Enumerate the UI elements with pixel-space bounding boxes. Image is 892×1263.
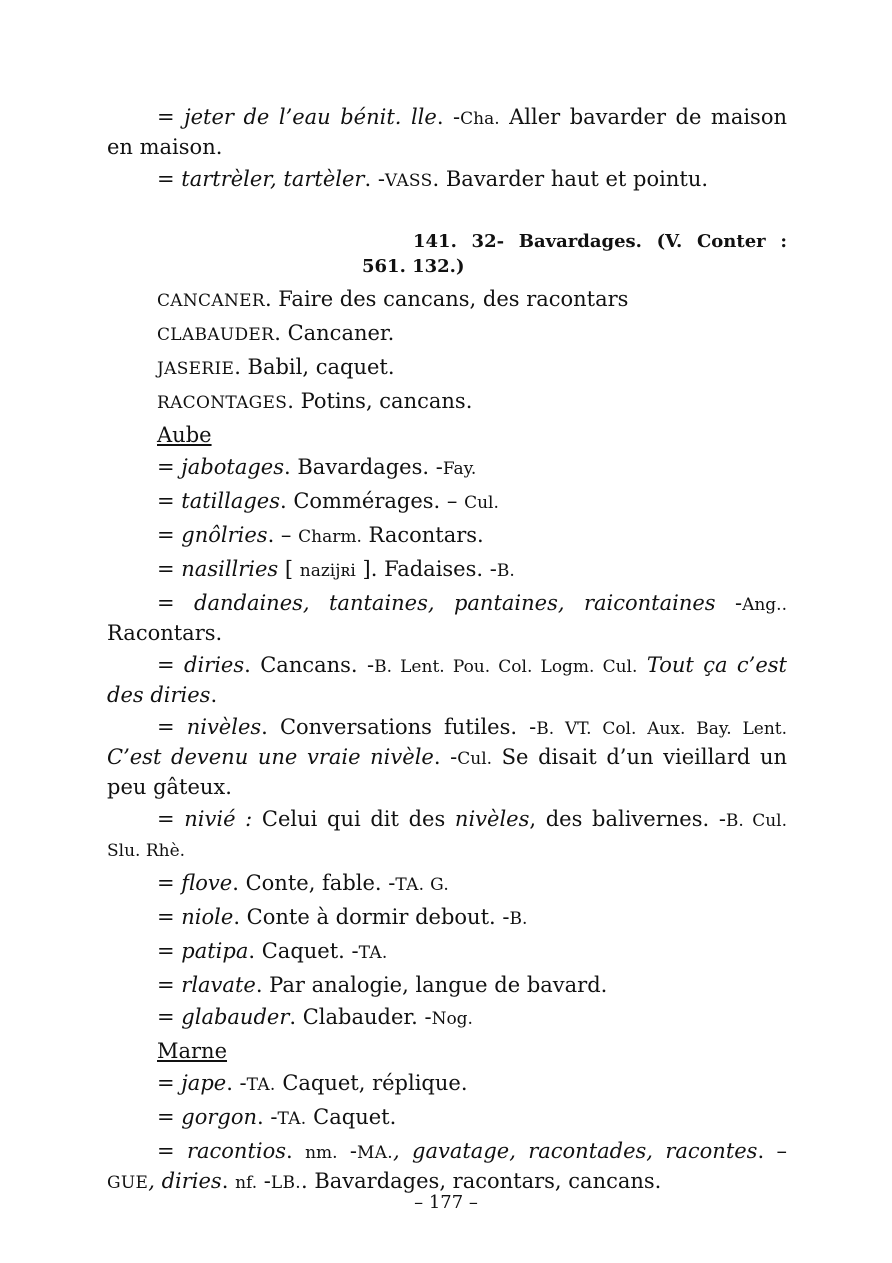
eq-sign: = [157,715,187,739]
source-abbrev: MA. [357,1143,393,1163]
entry-term: diries [184,653,245,677]
entry-definition: . Cancans. - [244,653,375,677]
entry-term: , diries [148,1169,222,1193]
entry-glabauder [107,1003,787,1033]
entry-definition: ]. Fadaises. - [355,557,497,581]
example-phrase: Tout ça c’est des diries [107,653,787,707]
section-heading-line-1: 141. 32- Bavardages. (V. Conter : [413,231,787,252]
source-abbrev: B. VT. Col. Aux. Bay. Lent. [536,719,787,739]
entry-racontios [107,1137,787,1197]
entry-definition: , des balivernes. - [529,807,726,831]
eq-sign: = [157,105,185,129]
entry-definition: . Potins, cancans. [287,389,473,413]
source-abbrev: Charm. [298,527,362,547]
punct: . – [757,1139,787,1163]
entry-term: gorgon [181,1105,258,1129]
entry-term: tartrèler, tartèler [181,167,365,191]
bracket: [ [278,557,300,581]
punct: . - [433,745,458,769]
entry-definition: . Caquet. - [248,939,359,963]
entry-term: jape [181,1071,227,1095]
source-abbrev: TA. [358,943,388,963]
entry-clabauder [107,319,787,349]
entry-definition: Se disait d’un vieillard un peu gâteux. [107,745,787,799]
entry-jabotages [107,453,787,483]
source-abbrev: LB. [270,1173,301,1193]
entry-definition: . Babil, caquet. [234,355,395,379]
punct: - [715,591,743,615]
entry-gnolries [107,521,787,551]
eq-sign: = [157,1005,182,1029]
source-abbrev: Nog. [431,1009,473,1029]
entry-jeter [107,103,787,161]
eq-sign: = [157,653,185,677]
entry-term: tatillages [181,489,280,513]
grammar-tag: nm. [305,1143,338,1163]
punct: . [221,1169,236,1193]
eq-sign: = [157,1105,182,1129]
region-heading-aube [107,421,787,449]
entry-term: jeter de l’eau bénit. lle [184,105,437,129]
entry-definition: Celui qui dit des [252,807,455,831]
entry-nasillries [107,555,787,585]
eq-sign: = [157,591,195,615]
section-heading-line-2: 561. 132.) [362,256,465,277]
headword: RACONTAGES [157,393,288,413]
entry-dandaines [107,589,787,647]
entry-niole [107,903,787,933]
entry-cancaner [107,285,787,315]
entry-term: nivèles [454,807,530,831]
eq-sign: = [157,1139,187,1163]
entry-niveles [107,713,787,801]
entry-definition: . Bavardages. - [284,455,443,479]
eq-sign: = [157,939,182,963]
entry-definition: . Conversations futiles. - [261,715,537,739]
headword: JASERIE [157,359,235,379]
entry-definition: Racontars. [361,523,484,547]
entry-term: , gavatage, racontades, racontes [393,1139,758,1163]
source-abbrev: GUE [107,1173,149,1193]
region-heading-marne [107,1037,787,1065]
punct: - [257,1169,271,1193]
source-abbrev: VASS [384,171,433,191]
punct: . [210,683,218,707]
source-abbrev: B. Cul. Slu. Rhè. [107,811,788,861]
eq-sign: = [157,905,182,929]
entry-nivie [107,805,787,865]
entry-term: racontios [186,1139,287,1163]
page-number: – 177 – [414,1192,478,1213]
eq-sign: = [157,973,182,997]
source-abbrev: B. [509,909,528,929]
entry-term: rlavate [181,973,256,997]
source-abbrev: TA. [277,1109,307,1129]
entry-definition: . Clabauder. - [289,1005,432,1029]
example-phrase: C’est devenu une vraie nivèle [107,745,434,769]
entry-definition: . Bavarder haut et pointu. [432,167,709,191]
entry-term: nasillries [181,557,279,581]
eq-sign: = [157,523,182,547]
section-heading [107,229,787,279]
entry-patipa [107,937,787,967]
entry-term: patipa [181,939,249,963]
entry-definition: Caquet, réplique. [275,1071,468,1095]
punct: . - [226,1071,247,1095]
punct: . [286,1139,306,1163]
entry-definition: . Conte à dormir debout. - [233,905,510,929]
entry-term: flove [181,871,233,895]
entry-racontages [107,387,787,417]
entry-term: glabauder [181,1005,290,1029]
entry-definition: . Conte, fable. - [232,871,396,895]
entry-definition: . Cancaner. [274,321,395,345]
eq-sign: = [157,455,182,479]
phonetic-transcription: nazijʀi [299,561,356,581]
punct: . – [267,523,299,547]
entry-rlavate [107,971,787,999]
source-abbrev: Ang.. [742,595,787,615]
entry-term: gnôlries [181,523,268,547]
punct: . - [364,167,385,191]
entry-tartreler [107,165,787,195]
page-body [107,103,787,1201]
entry-definition: Caquet. [306,1105,397,1129]
punct: - [337,1139,357,1163]
eq-sign: = [157,807,185,831]
source-abbrev: TA. G. [395,875,450,895]
entry-term: jabotages [181,455,285,479]
source-abbrev: Fay. [442,459,477,479]
entry-flove [107,869,787,899]
source-abbrev: B. Lent. Pou. Col. Logm. Cul. [374,657,638,677]
source-abbrev: Cha. [460,109,500,129]
entry-definition: . Commérages. – [280,489,465,513]
eq-sign: = [157,1071,182,1095]
region-label: Marne [157,1039,228,1063]
eq-sign: = [157,167,182,191]
grammar-tag: nf. [235,1173,258,1193]
source-abbrev: Cul. [464,493,499,513]
headword: CLABAUDER [157,325,275,345]
entry-tatillages [107,487,787,517]
entry-definition: Aller bavarder de maison en maison. [107,105,787,159]
headword: CANCANER [157,291,265,311]
punct: . - [257,1105,278,1129]
entry-definition: . Faire des cancans, des racontars [264,287,629,311]
entry-definition: . Bavardages, racontars, cancans. [300,1169,662,1193]
punct: . - [436,105,461,129]
source-abbrev: B. [496,561,515,581]
entry-jaserie [107,353,787,383]
region-label: Aube [157,423,212,447]
eq-sign: = [157,489,182,513]
entry-jape [107,1069,787,1099]
entry-term: nivié : [184,807,253,831]
source-abbrev: TA. [246,1075,276,1095]
entry-term: niole [181,905,234,929]
entry-definition: Racontars. [107,621,223,645]
entry-definition: . Par analogie, langue de bavard. [255,973,608,997]
eq-sign: = [157,557,182,581]
entry-term: dandaines, tantaines, pantaines, raicontaines [194,591,716,615]
entry-gorgon [107,1103,787,1133]
entry-diries [107,651,787,709]
source-abbrev: Cul. [457,749,493,769]
entry-term: nivèles [186,715,262,739]
eq-sign: = [157,871,182,895]
